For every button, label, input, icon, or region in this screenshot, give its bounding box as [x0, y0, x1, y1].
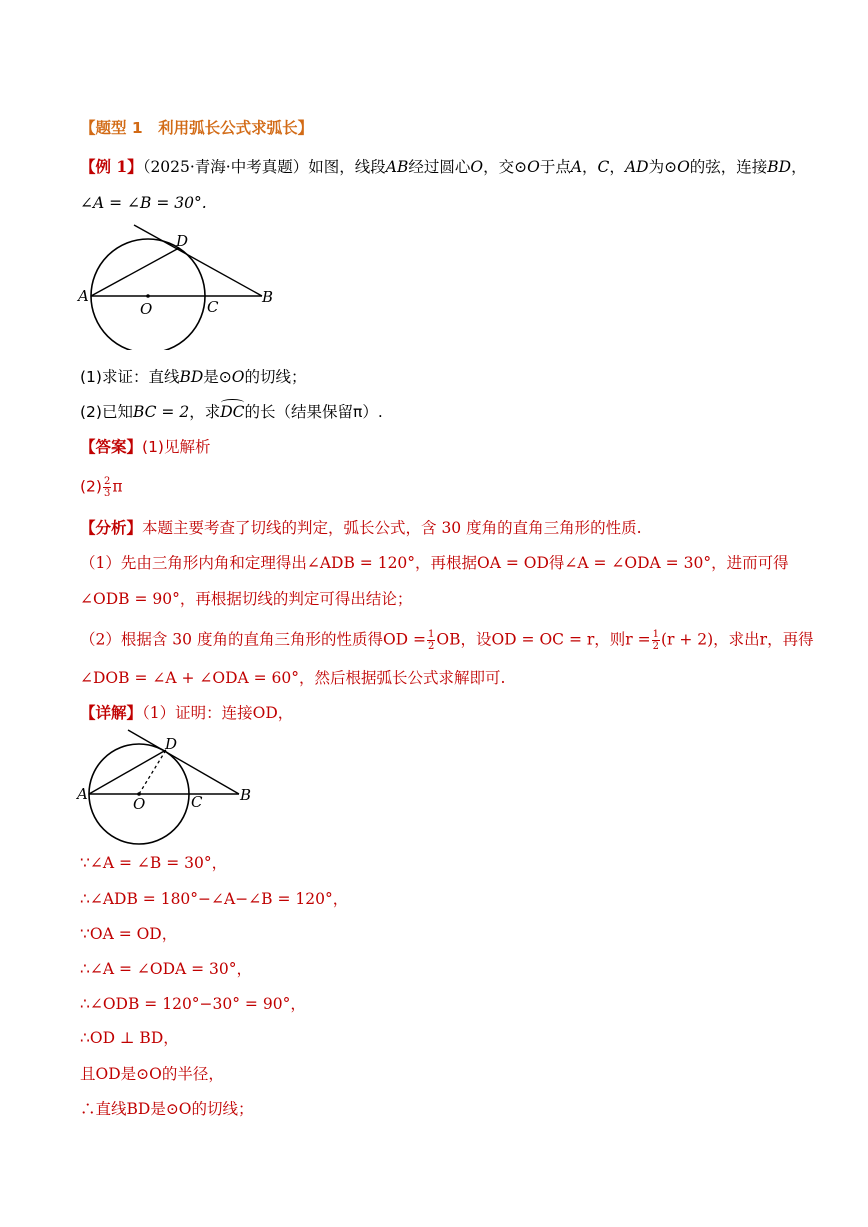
center-dot: [146, 294, 150, 298]
example-line-2: ∠A = ∠B = 30°.: [80, 194, 207, 212]
analysis-p2a: [80, 629, 814, 652]
label-b: B: [262, 288, 274, 306]
figure-2: [76, 727, 260, 847]
example-line-1: [80, 157, 807, 177]
answer-line-2: [80, 476, 123, 499]
question-2: [80, 402, 383, 422]
label-c: C: [207, 298, 219, 316]
detail-step: 且OD是⊙O的半径，: [80, 1065, 224, 1083]
q2-text: 的长（结果保留π）.: [244, 403, 383, 421]
section-title: 【题型 1 利用弧长公式求弧长】: [80, 119, 314, 137]
var-ab: AB: [385, 158, 409, 176]
var-o: O: [231, 368, 245, 386]
segment-ad: [91, 248, 179, 296]
answer-line-1: [80, 437, 210, 457]
q2-text: ，求: [189, 403, 221, 421]
label-c: C: [191, 793, 203, 811]
detail-step: ∵OA = OD，: [80, 925, 178, 943]
analysis-p2a-text: (r + 2)，求出r，再得: [660, 630, 814, 649]
analysis-line: [80, 518, 642, 538]
example-text: 于点: [539, 158, 571, 176]
example-text: 如图，线段: [308, 158, 386, 176]
fraction-denominator: 3: [103, 488, 111, 499]
example-text: ，交⊙: [483, 158, 528, 176]
detail-step: ∵∠A = ∠B = 30°，: [80, 854, 228, 872]
segment-od-dashed: [139, 750, 166, 794]
example-text: ，: [582, 158, 598, 176]
var-a: A: [570, 158, 583, 176]
label-d: D: [165, 735, 178, 753]
fraction-numerator: 1: [652, 629, 659, 640]
answer-fraction: [103, 476, 111, 499]
label-o: O: [140, 300, 153, 318]
analysis-p2a-text: OB，设OD = OC = r，则r =: [436, 630, 651, 649]
figure-1: [76, 222, 286, 350]
var-ad: AD: [624, 158, 649, 176]
var-o: O: [677, 158, 690, 176]
segment-ad: [89, 750, 166, 794]
label-d: D: [176, 232, 189, 250]
fraction-denominator: 2: [428, 641, 435, 652]
var-bd: BD: [179, 368, 204, 386]
var-o: O: [470, 158, 484, 176]
example-text: ，: [791, 158, 807, 176]
detail-step: ∴∠ODB = 120°−30° = 90°，: [80, 995, 306, 1013]
analysis-p1b: ∠ODB = 90°，再根据切线的判定可得出结论；: [80, 590, 413, 608]
example-tag: 【例 1】: [80, 157, 143, 176]
fraction-denominator: 2: [652, 641, 659, 652]
answer-tag: 【答案】: [80, 437, 143, 456]
example-text: 的弦，连接: [689, 158, 768, 176]
detail-step: ∴∠A = ∠ODA = 30°，: [80, 960, 253, 978]
example-text: 经过圆心: [408, 158, 471, 176]
label-a: A: [78, 287, 89, 305]
example-text: 为⊙: [648, 158, 678, 176]
label-o: O: [133, 795, 146, 813]
tangent-bd: [134, 225, 262, 296]
detail-line: [80, 703, 293, 723]
answer-2-prefix: (2): [80, 477, 102, 496]
var-bc: BC = 2: [132, 403, 190, 421]
var-c: C: [597, 158, 610, 176]
fraction-numerator: 2: [103, 476, 111, 487]
detail-intro: （1）证明：连接OD，: [142, 704, 294, 722]
analysis-text: 本题主要考查了切线的判定，弧长公式，含 30 度角的直角三角形的性质.: [142, 519, 642, 537]
analysis-p2a-text: （2）根据含 30 度角的直角三角形的性质得OD =: [80, 630, 426, 649]
fraction-one-half: [427, 629, 435, 652]
q1-text: 是⊙: [203, 368, 232, 386]
label-a: A: [77, 785, 88, 803]
fraction-numerator: 1: [428, 629, 435, 640]
label-b: B: [240, 786, 252, 804]
analysis-p1a: （1）先由三角形内角和定理得出∠ADB = 120°，再根据OA = OD得∠A = ∠ODA = 30°，进而可得: [80, 554, 789, 572]
fraction-one-half: [652, 629, 660, 652]
pi-symbol: π: [112, 477, 123, 496]
arc-dc: DC: [220, 403, 245, 421]
q2-text: (2)已知: [80, 403, 133, 421]
var-bd: BD: [767, 158, 792, 176]
detail-step: ∴∠ADB = 180°−∠A−∠B = 120°，: [80, 890, 349, 908]
detail-tag: 【详解】: [80, 703, 143, 722]
detail-step: ∴直线BD是⊙O的切线；: [80, 1100, 254, 1118]
detail-step: ∴OD ⊥ BD，: [80, 1029, 179, 1047]
answer-1: (1)见解析: [142, 438, 211, 456]
analysis-p2b: ∠DOB = ∠A + ∠ODA = 60°，然后根据弧长公式求解即可.: [80, 669, 506, 687]
var-o: O: [527, 158, 540, 176]
analysis-tag: 【分析】: [80, 518, 143, 537]
example-source: （2025·青海·中考真题）: [142, 158, 309, 176]
q1-text: (1)求证：直线: [80, 368, 180, 386]
question-1: [80, 367, 307, 387]
q1-text: 的切线；: [244, 368, 307, 386]
example-text: ，: [609, 158, 625, 176]
